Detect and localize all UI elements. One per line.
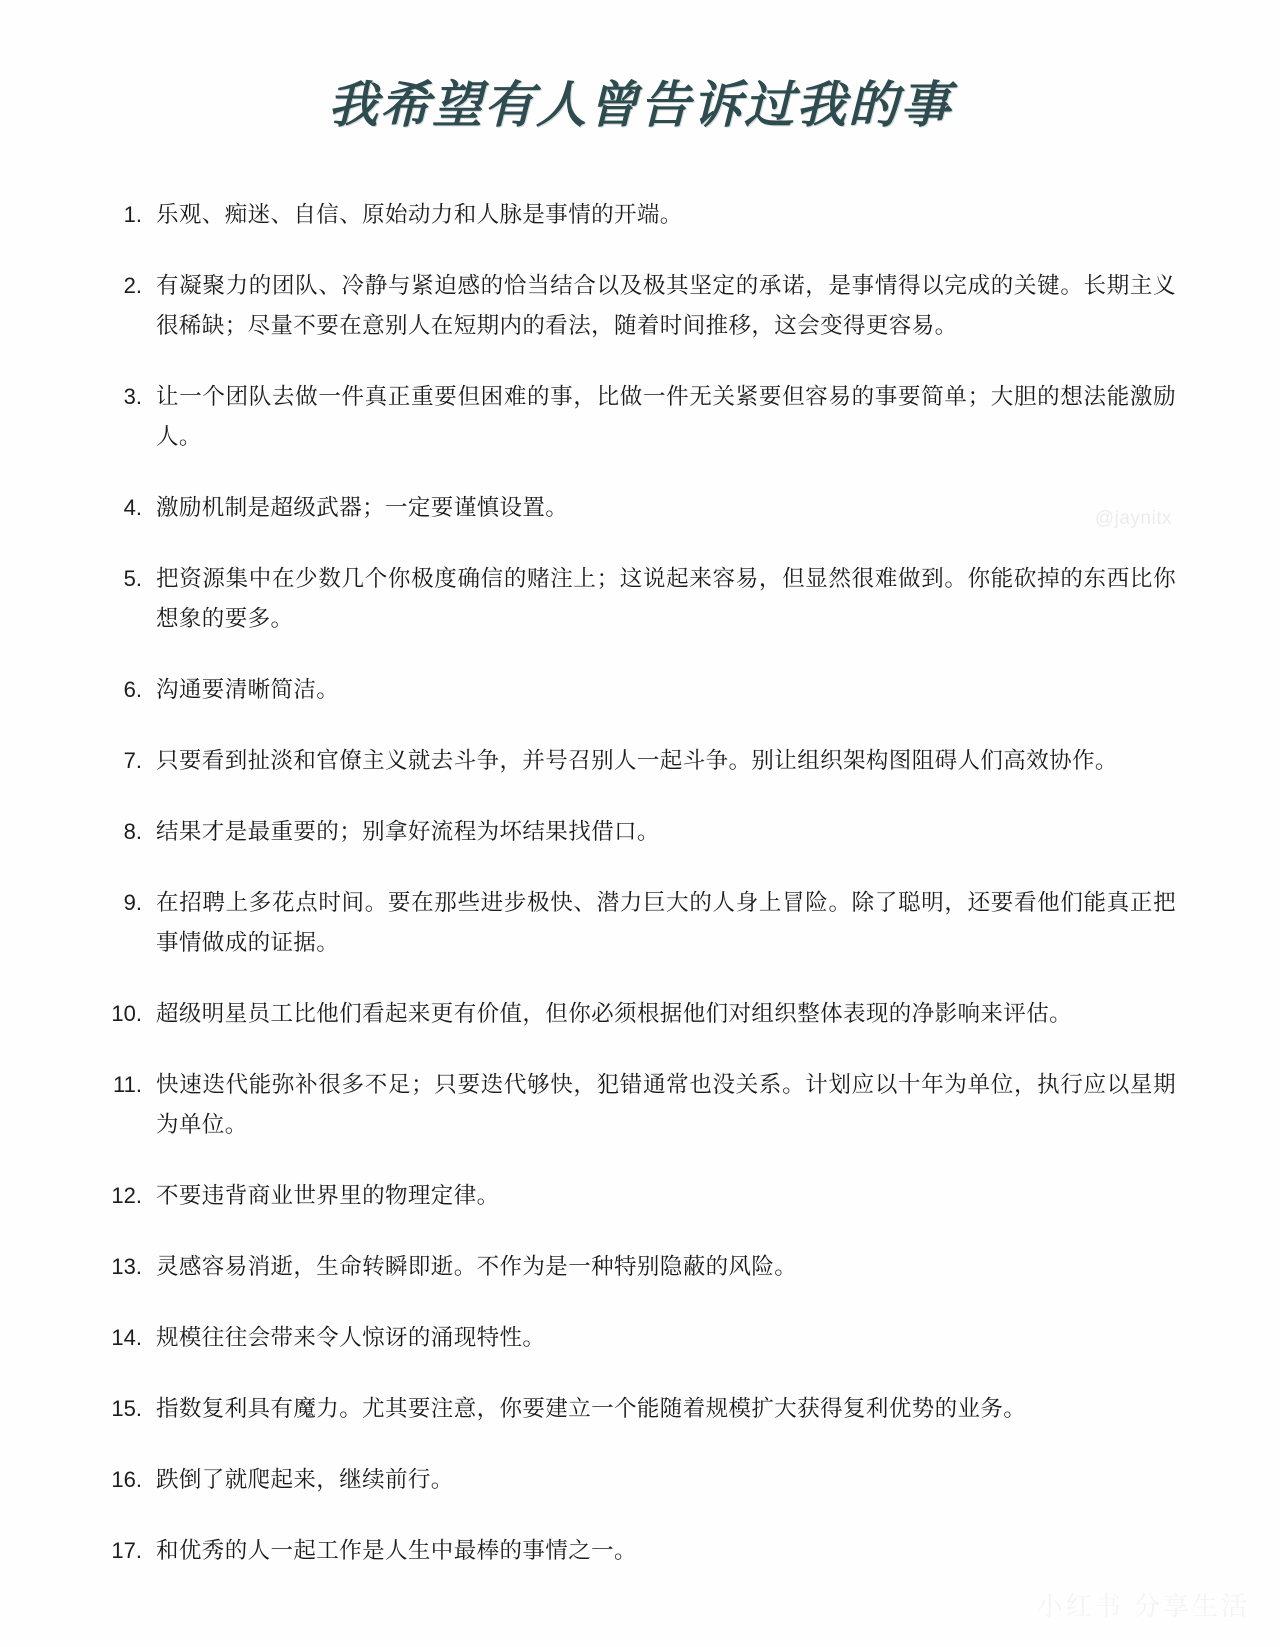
list-item-text: 把资源集中在少数几个你极度确信的赌注上；这说起来容易，但显然很难做到。你能砍掉的东西比你想象的要多。 [156,565,1176,631]
list-item [96,377,1176,457]
list-item [96,670,1176,710]
list-item-text: 激励机制是超级武器；一定要谨慎设置。 [156,494,569,520]
list-item-number: 15. [111,1396,142,1422]
list-item-number: 9. [123,890,142,916]
list-item-number: 2. [123,272,142,298]
list-item [96,488,1176,528]
list-item-text: 沟通要清晰简洁。 [156,676,340,702]
list-item [96,1318,1176,1358]
footer-watermark: 小红书 分享生活 [1036,1591,1250,1621]
list-item-text: 快速迭代能弥补很多不足；只要迭代够快，犯错通常也没关系。计划应以十年为单位，执行应以星期为单位。 [156,1072,1176,1138]
list-item [96,559,1176,639]
list-item-number: 4. [123,494,142,520]
list-item-text: 在招聘上多花点时间。要在那些进步极快、潜力巨大的人身上冒险。除了聪明，还要看他们能真正把事情做成的证据。 [156,890,1176,956]
list-item-number: 8. [123,818,142,844]
list-item-text: 结果才是最重要的；别拿好流程为坏结果找借口。 [156,818,660,844]
list-item-number: 3. [123,383,142,409]
list-item-number: 16. [111,1467,142,1493]
list-item-text: 灵感容易消逝，生命转瞬即逝。不作为是一种特别隐蔽的风险。 [156,1254,798,1280]
list-item-number: 1. [123,201,142,227]
list-item [96,812,1176,852]
list-item [96,994,1176,1034]
list-item [96,1389,1176,1429]
title-container [0,0,1280,137]
list-item [96,266,1176,346]
list-item-number: 17. [111,1538,142,1564]
list-item-text: 不要违背商业世界里的物理定律。 [156,1183,500,1209]
list-item [96,1460,1176,1500]
list-item [96,1065,1176,1145]
list-item-text: 只要看到扯淡和官僚主义就去斗争，并号召别人一起斗争。别让组织架构图阻碍人们高效协作。 [156,747,1118,773]
list-item-number: 6. [123,676,142,702]
list-item-text: 规模往往会带来令人惊讶的涌现特性。 [156,1325,546,1351]
list-item-number: 11. [113,1072,142,1098]
list-item-text: 和优秀的人一起工作是人生中最棒的事情之一。 [156,1538,637,1564]
list-item-text: 乐观、痴迷、自信、原始动力和人脉是事情的开端。 [156,201,683,227]
list-item [96,1531,1176,1571]
list-item-text: 有凝聚力的团队、冷静与紧迫感的恰当结合以及极其坚定的承诺，是事情得以完成的关键。长期主义很稀缺；尽量不要在意别人在短期内的看法，随着时间推移，这会变得更容易。 [156,272,1176,338]
list-item-text: 超级明星员工比他们看起来更有价值，但你必须根据他们对组织整体表现的净影响来评估。 [156,1001,1073,1027]
tips-list-area [0,195,1280,1572]
list-item [96,1247,1176,1287]
list-item-number: 10. [111,1001,142,1027]
author-watermark: @jaynitx [1094,508,1172,529]
list-item-text: 跌倒了就爬起来，继续前行。 [156,1467,454,1493]
list-item [96,741,1176,781]
list-item-number: 5. [123,565,142,591]
list-item-number: 12. [111,1183,142,1209]
list-item-text: 让一个团队去做一件真正重要但困难的事，比做一件无关紧要但容易的事要简单；大胆的想法能激励人。 [156,383,1176,449]
list-item [96,883,1176,963]
list-item [96,1176,1176,1216]
list-item-text: 指数复利具有魔力。尤其要注意，你要建立一个能随着规模扩大获得复利优势的业务。 [156,1396,1027,1422]
list-item-number: 14. [111,1325,142,1351]
list-item-number: 7. [123,747,142,773]
list-item [96,195,1176,235]
page-title: 我希望有人曾告诉过我的事 [328,77,952,133]
tips-list [96,195,1176,1572]
list-item-number: 13. [111,1254,142,1280]
